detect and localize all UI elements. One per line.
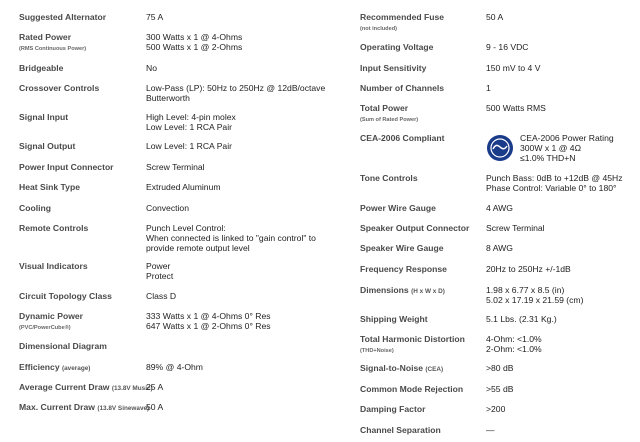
spec-value-line: Screw Terminal bbox=[146, 162, 205, 172]
spec-label-text: Common Mode Rejection bbox=[360, 384, 464, 394]
spec-value-line: Power bbox=[146, 261, 171, 271]
spec-value bbox=[146, 261, 173, 281]
spec-label-text: Efficiency bbox=[19, 362, 60, 372]
spec-value bbox=[146, 291, 176, 301]
cea-badge-line: ≤1.0% THD+N bbox=[520, 153, 576, 163]
spec-value bbox=[486, 42, 529, 52]
spec-label-note: (H x W x D) bbox=[411, 288, 445, 295]
spec-label-text: Dimensions bbox=[360, 285, 409, 295]
spec-value-line: 9 - 16 VDC bbox=[486, 42, 529, 52]
spec-label bbox=[19, 291, 112, 301]
spec-label-text: Average Current Draw bbox=[19, 382, 110, 392]
spec-label bbox=[19, 362, 90, 374]
spec-label-text: Operating Voltage bbox=[360, 42, 434, 52]
spec-value-line: Low Level: 1 RCA Pair bbox=[146, 122, 232, 132]
spec-value bbox=[146, 402, 163, 412]
spec-value-line: Punch Level Control: bbox=[146, 223, 226, 233]
spec-label bbox=[360, 334, 465, 356]
spec-value bbox=[486, 12, 503, 22]
spec-value-line: 89% @ 4-Ohm bbox=[146, 362, 203, 372]
spec-label bbox=[19, 382, 153, 394]
spec-label bbox=[360, 83, 444, 93]
spec-label-text: Power Input Connector bbox=[19, 162, 114, 172]
spec-value-line: Phase Control: Variable 0° to 180° bbox=[486, 183, 617, 193]
spec-value-line: — bbox=[486, 425, 495, 435]
spec-label-subnote: (Sum of Rated Power) bbox=[360, 117, 419, 123]
spec-label-text: Bridgeable bbox=[19, 63, 64, 73]
spec-label bbox=[19, 261, 88, 271]
spec-value-line: 5.1 Lbs. (2.31 Kg.) bbox=[486, 314, 557, 324]
spec-value-line: 500 Watts RMS bbox=[486, 103, 546, 113]
spec-value bbox=[146, 162, 205, 172]
spec-label-text: Heat Sink Type bbox=[19, 182, 80, 192]
spec-label-text: Recommended Fuse bbox=[360, 12, 445, 22]
spec-label bbox=[19, 182, 80, 192]
spec-label bbox=[360, 264, 447, 274]
spec-label bbox=[19, 63, 63, 73]
spec-label-text: Power Wire Gauge bbox=[360, 203, 436, 213]
spec-value-line: Extruded Aluminum bbox=[146, 182, 221, 192]
spec-value bbox=[486, 363, 513, 373]
spec-label-text: Circuit Topology Class bbox=[19, 291, 112, 301]
spec-value bbox=[146, 12, 163, 22]
spec-label-subnote: (THD+Noise) bbox=[360, 348, 394, 354]
spec-label bbox=[19, 141, 75, 151]
spec-value-line: No bbox=[146, 63, 157, 73]
spec-value-line: 5.02 x 17.19 x 21.59 (cm) bbox=[486, 295, 584, 305]
spec-label bbox=[360, 223, 469, 233]
spec-label bbox=[19, 223, 88, 233]
spec-label bbox=[360, 314, 428, 324]
spec-value-line: 25 A bbox=[146, 382, 164, 392]
spec-label-note: (CEA) bbox=[425, 366, 444, 373]
cea-badge-text bbox=[520, 133, 614, 163]
spec-value bbox=[146, 83, 325, 103]
spec-label bbox=[360, 243, 444, 253]
spec-value bbox=[486, 203, 513, 213]
spec-value-line: 150 mV to 4 V bbox=[486, 63, 541, 73]
spec-value-line: >200 bbox=[486, 404, 506, 414]
spec-label-subnote: (RMS Continuous Power) bbox=[19, 46, 87, 52]
spec-label bbox=[360, 12, 444, 34]
spec-value-line: 2-Ohm: <1.0% bbox=[486, 344, 542, 354]
spec-value-line: 333 Watts x 1 @ 4-Ohms 0° Res bbox=[146, 311, 271, 321]
spec-label-text: Total Power bbox=[360, 103, 409, 113]
spec-label-text: Signal Output bbox=[19, 141, 76, 151]
spec-label-text: Speaker Wire Gauge bbox=[360, 243, 444, 253]
spec-value bbox=[146, 63, 157, 73]
spec-label-text: Dimensional Diagram bbox=[19, 341, 107, 351]
spec-label-subnote: (not included) bbox=[360, 26, 397, 32]
spec-value-line: 1.98 x 6.77 x 8.5 (in) bbox=[486, 285, 565, 295]
spec-label-text: Crossover Controls bbox=[19, 83, 100, 93]
spec-value-line: 4-Ohm: <1.0% bbox=[486, 334, 542, 344]
spec-label bbox=[360, 133, 445, 143]
spec-label-text: Speaker Output Connector bbox=[360, 223, 470, 233]
spec-value bbox=[146, 182, 221, 192]
spec-value-line: Convection bbox=[146, 203, 189, 213]
spec-value-line: >80 dB bbox=[486, 363, 514, 373]
spec-label bbox=[360, 404, 425, 414]
cea-2006-badge bbox=[486, 133, 636, 163]
spec-label bbox=[19, 32, 86, 54]
spec-label-text: Signal Input bbox=[19, 112, 69, 122]
spec-value bbox=[486, 285, 583, 305]
spec-label bbox=[360, 103, 418, 125]
spec-label bbox=[360, 203, 436, 213]
cea-badge-line: CEA-2006 Power Rating bbox=[520, 133, 614, 143]
spec-value-line: 300 Watts x 1 @ 4-Ohms bbox=[146, 32, 243, 42]
spec-value-line: When connected is linked to "gain control" to bbox=[146, 233, 316, 243]
spec-label-text: Signal-to-Noise bbox=[360, 363, 424, 373]
spec-label bbox=[360, 363, 443, 375]
spec-label-text: Input Sensitivity bbox=[360, 63, 427, 73]
spec-label bbox=[19, 203, 51, 213]
spec-label bbox=[360, 384, 463, 394]
cea-seal-icon bbox=[486, 134, 514, 162]
spec-value-line: Protect bbox=[146, 271, 174, 281]
spec-value-line: Screw Terminal bbox=[486, 223, 545, 233]
spec-value-line: 50 A bbox=[146, 402, 164, 412]
spec-label bbox=[360, 42, 433, 52]
spec-label bbox=[19, 83, 99, 93]
spec-value bbox=[486, 384, 513, 394]
spec-value-line: Low-Pass (LP): 50Hz to 250Hz @ 12dB/octave bbox=[146, 83, 326, 93]
spec-value-line: provide remote output level bbox=[146, 243, 250, 253]
spec-value-line: 50 A bbox=[486, 12, 504, 22]
spec-value bbox=[486, 223, 545, 233]
spec-value bbox=[486, 314, 557, 324]
spec-value-line: Low Level: 1 RCA Pair bbox=[146, 141, 232, 151]
spec-label-text: Dynamic Power bbox=[19, 311, 83, 321]
spec-label-text: Shipping Weight bbox=[360, 314, 428, 324]
spec-label bbox=[19, 402, 149, 414]
spec-value-line: 4 AWG bbox=[486, 203, 513, 213]
spec-value-line: High Level: 4-pin molex bbox=[146, 112, 236, 122]
spec-value-line: Butterworth bbox=[146, 93, 190, 103]
spec-value-line: 1 bbox=[486, 83, 491, 93]
spec-value bbox=[486, 404, 505, 414]
spec-label bbox=[19, 341, 107, 351]
spec-label bbox=[19, 311, 83, 333]
spec-label bbox=[360, 285, 445, 297]
spec-value-line: 8 AWG bbox=[486, 243, 513, 253]
spec-value bbox=[146, 141, 232, 151]
spec-label-text: Tone Controls bbox=[360, 173, 418, 183]
spec-value bbox=[486, 63, 540, 73]
spec-label-text: Number of Channels bbox=[360, 83, 445, 93]
spec-value bbox=[146, 223, 316, 253]
spec-value bbox=[486, 243, 513, 253]
spec-value bbox=[486, 83, 491, 93]
spec-label-text: Channel Separation bbox=[360, 425, 441, 435]
spec-value bbox=[146, 203, 189, 213]
spec-label-subnote: (PVC/PowerCube®) bbox=[19, 325, 71, 331]
spec-value bbox=[486, 173, 623, 193]
spec-label bbox=[360, 425, 441, 435]
spec-label-text: Visual Indicators bbox=[19, 261, 88, 271]
spec-value bbox=[486, 334, 542, 354]
spec-value bbox=[146, 382, 163, 392]
spec-value-line: 647 Watts x 1 @ 2-Ohms 0° Res bbox=[146, 321, 271, 331]
spec-label-text: Damping Factor bbox=[360, 404, 426, 414]
cea-badge-line: 300W x 1 @ 4Ω bbox=[520, 143, 582, 153]
spec-label-note: (average) bbox=[62, 365, 91, 372]
spec-value bbox=[146, 311, 271, 331]
spec-label-note: (13.8V Music) bbox=[111, 385, 153, 392]
spec-value-line: >55 dB bbox=[486, 384, 514, 394]
spec-label-text: Max. Current Draw bbox=[19, 402, 95, 412]
spec-label-note: (13.8V Sinewave) bbox=[97, 405, 150, 412]
spec-label-text: Total Harmonic Distortion bbox=[360, 334, 465, 344]
spec-value bbox=[146, 362, 203, 372]
spec-value bbox=[146, 112, 236, 132]
spec-value-line: Class D bbox=[146, 291, 177, 301]
spec-label-text: CEA-2006 Compliant bbox=[360, 133, 445, 143]
spec-value-line: 75 A bbox=[146, 12, 164, 22]
spec-label bbox=[19, 112, 68, 122]
spec-value bbox=[486, 425, 495, 435]
spec-label-text: Frequency Response bbox=[360, 264, 447, 274]
spec-label-text: Suggested Alternator bbox=[19, 12, 107, 22]
spec-value-line: 20Hz to 250Hz +/-1dB bbox=[486, 264, 571, 274]
spec-value-line: 500 Watts x 1 @ 2-Ohms bbox=[146, 42, 243, 52]
spec-label bbox=[360, 173, 418, 183]
spec-value bbox=[486, 103, 546, 113]
spec-value bbox=[486, 264, 571, 274]
spec-label bbox=[360, 63, 426, 73]
spec-label bbox=[19, 162, 114, 172]
spec-label-text: Rated Power bbox=[19, 32, 72, 42]
spec-value-line: Punch Bass: 0dB to +12dB @ 45Hz bbox=[486, 173, 623, 183]
spec-value bbox=[146, 32, 242, 52]
spec-label-text: Cooling bbox=[19, 203, 51, 213]
spec-label-text: Remote Controls bbox=[19, 223, 89, 233]
spec-label bbox=[19, 12, 106, 22]
